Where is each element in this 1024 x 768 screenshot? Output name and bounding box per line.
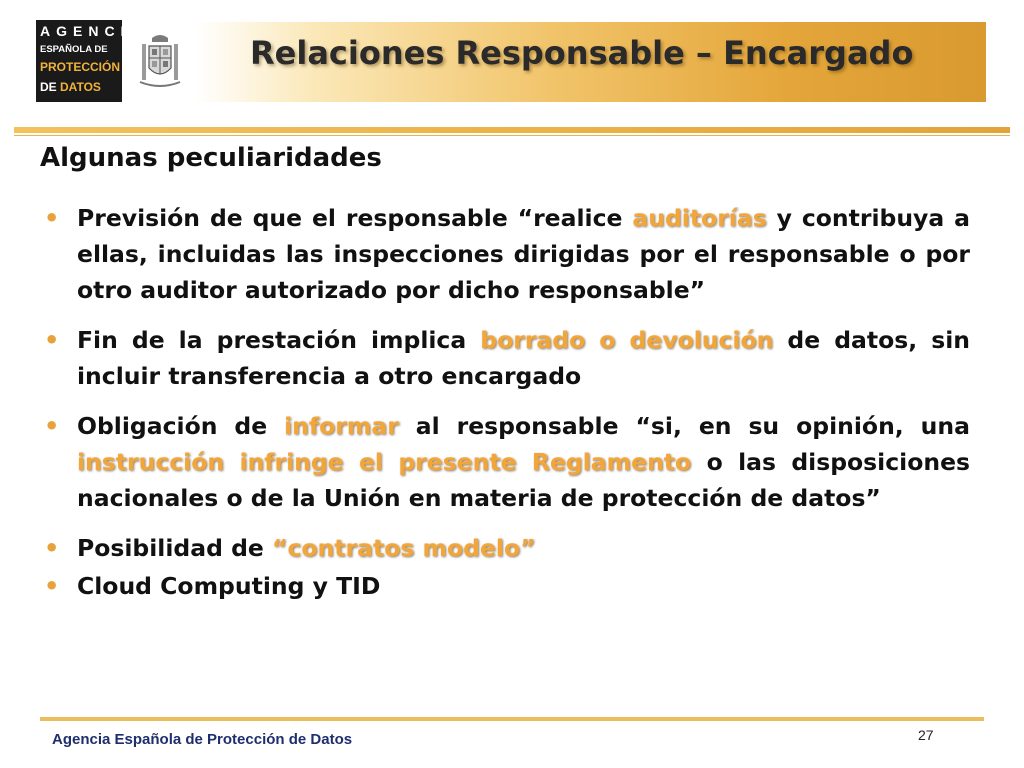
bullet-text: Obligación de [77,412,285,440]
logo-line-2: ESPAÑOLA DE [40,44,108,55]
slide-subtitle: Algunas peculiaridades [40,143,382,173]
footer-divider [40,717,984,721]
bullet-text: Cloud Computing y TID [77,572,381,600]
bullet-text: de datos, sin incluir transferencia a otro encargado [77,326,970,390]
bullet-item-contratos [44,530,970,566]
bullet-dot-icon: • [44,572,60,600]
bullet-highlight: borrado o devolución [480,326,774,354]
coat-of-arms-icon [138,34,182,90]
logo-line-3: PROTECCIÓN [40,60,121,74]
bullet-item-auditorias [44,200,970,308]
bullet-list [44,200,970,604]
logo-line-1: AGENCIA [40,23,147,39]
bullet-text: Posibilidad de [77,534,273,562]
bullet-highlight: auditorías [632,204,767,232]
bullet-item-cloud [44,568,970,604]
bullet-text: Previsión de que el responsable “realice [77,204,633,232]
bullet-text: y contribuya a ellas, incluidas las inspecciones dirigidas por el responsable o por otro auditor autorizado por dicho responsable” [77,204,970,304]
bullet-highlight: “contratos modelo” [272,534,536,562]
header-divider [14,127,1010,133]
logo-line-4: DE DATOS [40,80,101,94]
bullet-dot-icon: • [44,204,60,232]
aepd-logo [36,20,147,102]
header-divider-thin [14,135,1010,136]
bullet-dot-icon: • [44,534,60,562]
bullet-item-informar [44,408,970,516]
bullet-text: al responsable “si, en su opinión, una [398,412,970,440]
bullet-item-borrado [44,322,970,394]
footer-org-name: Agencia Española de Protección de Datos [52,731,353,748]
bullet-highlight: informar [284,412,399,440]
page-number: 27 [918,727,934,743]
bullet-text: Fin de la prestación implica [77,326,481,354]
slide-title: Relaciones Responsable – Encargado [250,34,914,72]
bullet-dot-icon: • [44,326,60,354]
bullet-text: o las disposiciones nacionales o de la Unión en materia de protección de datos” [77,448,971,512]
bullet-highlight: instrucción infringe el presente Reglamento [77,448,692,476]
bullet-dot-icon: • [44,412,60,440]
